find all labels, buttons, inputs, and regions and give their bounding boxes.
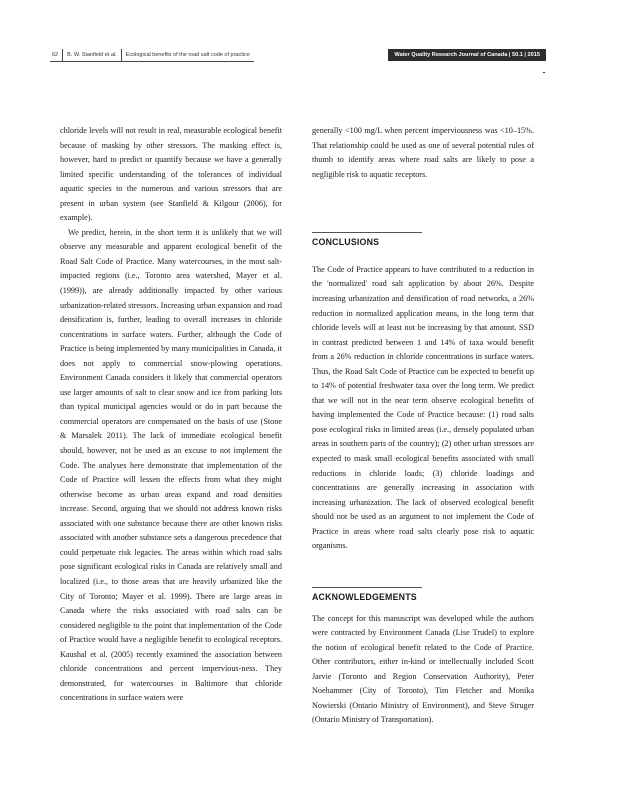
running-header [50,49,546,61]
conclusions-heading: CONCLUSIONS [312,237,380,248]
acknowledgements-text: The concept for this manuscript was developed while the authors were contracted by Environment Canada (Lise Trudel) to explore the notion of ecological benefit related to the Code of Practice. Other contributors, either in-kind or intellectually included Scott Jarvie (Toronto and Region Conservation Authority), Peter Noehammer (City of Toronto), Tim Fletcher and Monika Nowierski (Ontario Ministry of Environment), and Steve Struger (Ontario Ministry of Transportation). [312,613,534,725]
header-authors: B. W. Stanfield et al. [63,49,122,61]
page-number: 62 [50,49,63,61]
acknowledgements-heading: ACKNOWLEDGEMENTS [312,592,417,603]
header-mark [543,72,545,73]
body-paragraph: We predict, herein, in the short term it is unlikely that we will observe any measurable and apparent ecological benefit of the Road Salt Code of Practice. Many watercourses, in the most salt-impacted regions (i.e., Toronto area watershed, Mayer et al. (1999)), are already additionally impacted by other various urbanization-related stressors. Increasing urban expansion and road densification is, further, leading to overall increases in chloride concentrations in surface waters. Further, although the Code of Practice is being implemented by many municipalities in Canada, it does not apply to commercial snow-plowing operations. Environment Canada considers it likely that commercial operators use larger amounts of salt to clear snow and ice from parking lots than typical municipal agencies would or do in part because the commercial operators are compensated on the basis of use (Stone & Marsalek 2011). The lack of immediate ecological benefit should, however, not be used as an excuse to not implement the Code. The analyses here demonstrate that implementation of the Code of Practice will lessen the effects from what they might otherwise become as urban areas expand and road densities increase. Second, arguing that we should not address known risks associated with one substance because there are other known risks associated with another substance sets a dangerous precedence that could perpetuate risk legacies. The areas within which road salts pose significant ecological risks in Canada are relatively small and localized (i.e., to those areas that are heavily urbanized like the City of Toronto; Mayer et al. 1999). There are large areas in Canada where the risks associated with road salts can be considered negligible to the point that implementation of the Code of Practice would have a negligible benefit to ecological receptors. Kaushal et al. (2005) recently examined the association between chloride concentrations and percent impervious-ness. They demonstrated, for watercourses in Baltimore that chloride concentrations in surface waters were [60,227,282,703]
left-column [60,124,282,706]
body-paragraph: chloride levels will not result in real, measurable ecological benefit because of masking by other stressors. The masking effect is, however, hard to predict or quantify because we have a generally limited specific understanding of the tolerances of individual aquatic species to the numerous and various stressors that are present in urban system (see Stanfield & Kilgour (2006), for example). [60,126,282,223]
conclusions-text: The Code of Practice appears to have contributed to a reduction in the 'normalized' road salt application by about 26%. Despite increasing urbanization and densification of road networks, a 26% reduction in normalized application means, in the long term that chloride levels will at least not be increasing by that amount. SSD in contrast predicted between 1 and 14% of taxa would benefit from a 26% reduction in chloride concentrations in surface waters. Thus, the Road Salt Code of Practice can be expected to benefit up to 14% of potential freshwater taxa over the long term. We predict that we will not in the near term observe ecological benefits of having implemented the Code of Practice because: (1) road salts pose ecological risks in limited areas (i.e., densely populated urban areas in southern parts of the country); (2) other urban stressors are expected to mask small ecological benefits associated with small reductions in chloride loads; (3) chloride loadings and concentrations are generally increasing in association with increasing urbanization. The lack of observed ecological benefit should not be used as an argument to not implement the Code of Practice in areas where road salts clearly pose risk to aquatic organisms. [312,264,534,551]
right-column [312,124,534,728]
journal-banner: Water Quality Research Journal of Canada | 50.1 | 2015 [388,49,546,61]
header-left-block [50,49,254,62]
header-running-title: Ecological benefits of the road salt code of practice [125,52,250,58]
body-paragraph: generally <100 mg/L when percent imperviousness was <10–15%. That relationship could be used as one of several potential rules of thumb to identify areas where road salts are likely to pose a negligible risk to aquatic receptors. [312,126,534,179]
